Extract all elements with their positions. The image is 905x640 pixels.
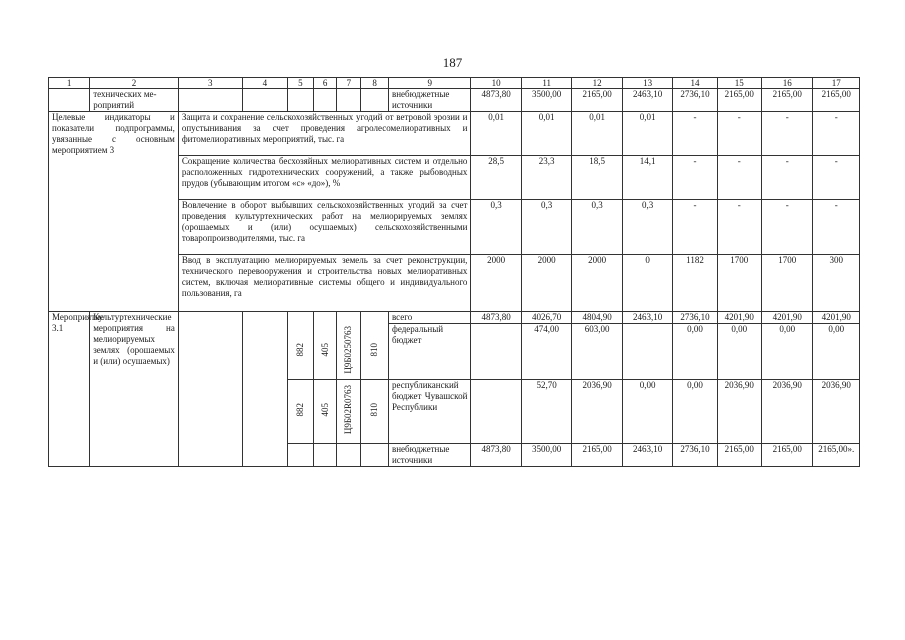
value-cell: 2736,10 [673,444,717,467]
measure-label: Мероприятие 3.1 [49,312,90,467]
value-cell: 1182 [673,255,717,312]
value-cell: 2463,10 [622,312,672,324]
value-cell: 18,5 [572,156,622,200]
value-cell: 474,00 [521,324,571,380]
measure-name: Культуртехнические мероприятия на мелиорируемых землях (орошаемых и (или) осушаемых) [90,312,179,467]
value-cell: 14,1 [622,156,672,200]
value-cell: 0,01 [471,112,521,156]
value-cell: 0,00 [673,324,717,380]
code-cell [361,444,389,467]
value-cell: 0,3 [622,200,672,255]
value-cell: 4873,80 [471,444,521,467]
value-cell: - [673,156,717,200]
value-cell: - [813,112,860,156]
column-header: 10 [471,78,521,89]
value-cell: 2165,00 [813,89,860,112]
value-cell: 2000 [521,255,571,312]
value-cell: 4201,90 [761,312,813,324]
indicator-row [49,112,860,156]
budget-table [48,77,860,467]
code-cell: 882 [288,380,314,444]
column-header: 7 [337,78,361,89]
column-header: 17 [813,78,860,89]
value-cell [471,380,521,444]
indicators-group-label: Целевые индикаторы и показатели подпрограммы, увязанные с основным мероприятием 3 [49,112,179,312]
column-header: 15 [717,78,761,89]
column-header: 6 [313,78,337,89]
value-cell: 2165,00 [761,444,813,467]
funding-source: внебюджетные источники [388,444,470,467]
code-cell: 882 [288,324,314,380]
value-cell: 0 [622,255,672,312]
column-header: 11 [521,78,571,89]
value-cell: 0,00 [761,324,813,380]
value-cell: 2165,00 [761,89,813,112]
value-cell: 2036,90 [761,380,813,444]
funding-source: всего [388,312,470,324]
column-header: 3 [178,78,242,89]
code-cell: 810 [361,380,389,444]
column-header: 1 [49,78,90,89]
page-number: 187 [442,55,463,70]
value-cell: - [761,112,813,156]
code-cell: 405 [313,380,337,444]
code-cell: Ц9Б0250763 [337,324,361,380]
value-cell: 2463,10 [622,444,672,467]
value-cell: 2036,90 [813,380,860,444]
funding-source: внебюджетные источники [388,89,470,112]
column-header: 8 [361,78,389,89]
value-cell: 3500,00 [521,444,571,467]
value-cell: 2165,00». [813,444,860,467]
code-cell: 810 [361,324,389,380]
value-cell: 52,70 [521,380,571,444]
column-header: 14 [673,78,717,89]
value-cell: 0,00 [622,380,672,444]
value-cell: - [717,156,761,200]
code-cell [288,444,314,467]
value-cell: 4201,90 [717,312,761,324]
value-cell: 300 [813,255,860,312]
indicator-name: Ввод в эксплуатацию мелиорируемых земель за счет реконструкции, технического перевооружения и строительства новых мелиоративных систем, включая мелиоративные системы общего и индивидуального пользования, га [178,255,471,312]
indicator-name: Вовлечение в оборот выбывших сельскохозяйственных угодий за счет проведения культуртехнических работ на мелиорируемых землях (орошаемых и (или) осушаемых) сельскохозяйственными товаропроизводителями, тыс. га [178,200,471,255]
value-cell: 0,00 [717,324,761,380]
value-cell: 2165,00 [717,89,761,112]
value-cell: - [717,200,761,255]
value-cell: 2165,00 [572,444,622,467]
funding-source: республиканский бюджет Чувашской Республики [388,380,470,444]
value-cell: 1700 [761,255,813,312]
value-cell: 4873,80 [471,89,521,112]
value-cell: - [761,156,813,200]
value-cell: 0,00 [813,324,860,380]
value-cell: 2165,00 [717,444,761,467]
value-cell: 2736,10 [673,312,717,324]
value-cell [622,324,672,380]
value-cell: 0,3 [471,200,521,255]
value-cell: 3500,00 [521,89,571,112]
value-cell: 2000 [471,255,521,312]
value-cell: 4201,90 [813,312,860,324]
value-cell: 28,5 [471,156,521,200]
column-header: 13 [622,78,672,89]
value-cell: 0,01 [572,112,622,156]
value-cell: - [673,200,717,255]
column-header: 12 [572,78,622,89]
code-cell: Ц9Б02R0763 [337,380,361,444]
value-cell [471,324,521,380]
column-header: 9 [388,78,470,89]
value-cell: 0,3 [572,200,622,255]
value-cell: 4026,70 [521,312,571,324]
indicator-name: Защита и сохранение сельскохозяйственных угодий от ветровой эрозии и опустынивания за счет проведения агролесомелиоративных и фитомелиоративных мероприятий, тыс. га [178,112,471,156]
value-cell: 2165,00 [572,89,622,112]
value-cell: 2463,10 [622,89,672,112]
column-header: 4 [242,78,287,89]
code-cell [313,444,337,467]
value-cell: - [761,200,813,255]
column-header-row [49,78,860,89]
value-cell: 0,01 [622,112,672,156]
value-cell: - [717,112,761,156]
value-cell: 2036,90 [717,380,761,444]
code-cell [337,444,361,467]
value-cell: 4804,90 [572,312,622,324]
value-cell: 23,3 [521,156,571,200]
value-cell: - [813,156,860,200]
indicator-name: Сокращение количества бесхозяйных мелиоративных систем и отдельно расположенных гидротехнических сооружений, а также рыбоводных прудов (убывающим итогом «с» «до»), % [178,156,471,200]
value-cell: 4873,80 [471,312,521,324]
column-header: 5 [288,78,314,89]
value-cell: - [673,112,717,156]
continuation-text: технических ме- роприятий [90,89,179,112]
value-cell: 2036,90 [572,380,622,444]
column-header: 16 [761,78,813,89]
column-header: 2 [90,78,179,89]
value-cell: 0,00 [673,380,717,444]
table-row [49,89,860,112]
code-cell: 405 [313,324,337,380]
value-cell: 0,3 [521,200,571,255]
value-cell: 0,01 [521,112,571,156]
value-cell: 2736,10 [673,89,717,112]
measure-row [49,312,860,324]
funding-source: федеральный бюджет [388,324,470,380]
value-cell: 2000 [572,255,622,312]
value-cell: 603,00 [572,324,622,380]
value-cell: - [813,200,860,255]
value-cell: 1700 [717,255,761,312]
